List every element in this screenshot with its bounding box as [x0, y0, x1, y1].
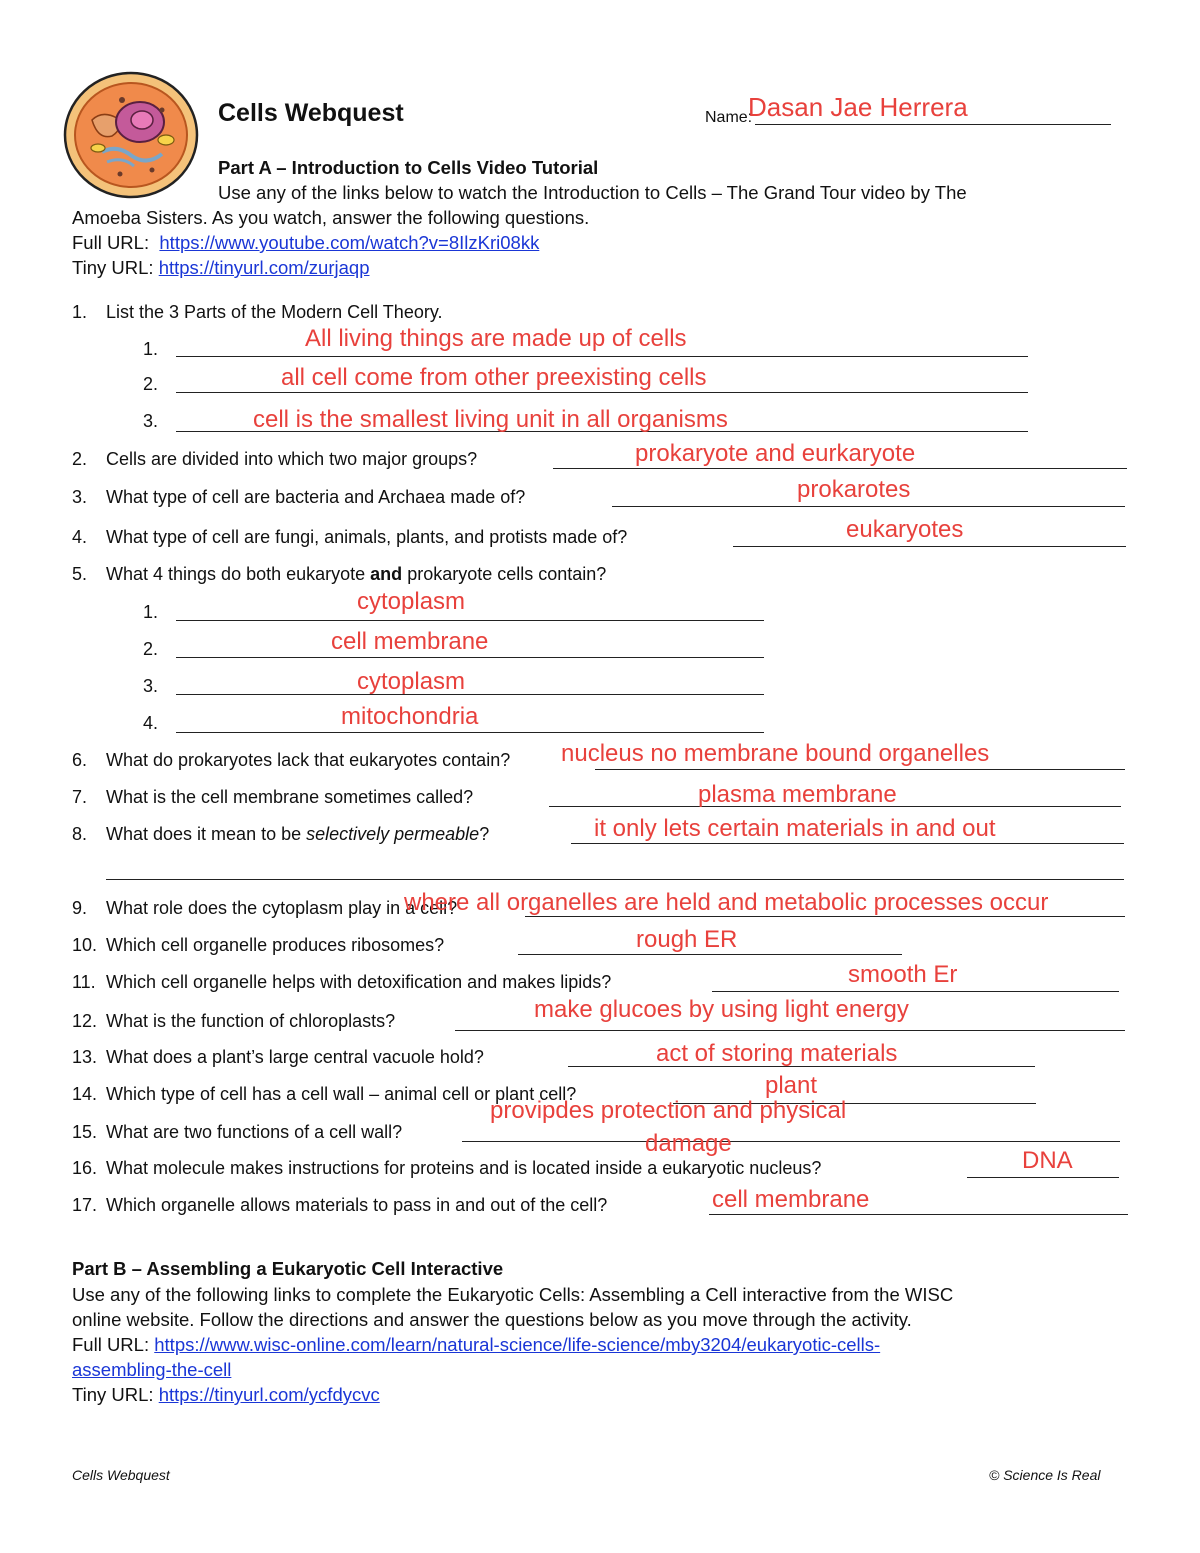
answer-5-4: mitochondria — [341, 703, 479, 730]
answer-line — [176, 732, 764, 733]
answer-line — [176, 392, 1028, 393]
q13-number: 13. — [72, 1047, 98, 1067]
question-4: What type of cell are fungi, animals, plants, and protists made of? — [106, 527, 628, 547]
answer-line — [709, 1214, 1128, 1215]
question-1: List the 3 Parts of the Modern Cell Theory. — [106, 302, 443, 322]
question-5-bold: and — [370, 564, 403, 584]
answer-12: make glucoes by using light energy — [534, 996, 909, 1023]
q1-sub-number: 3. — [143, 411, 159, 431]
q5-sub-number: 1. — [143, 602, 159, 622]
question-5 — [106, 564, 606, 585]
footer-left: Cells Webquest — [72, 1467, 170, 1483]
answer-5-2: cell membrane — [331, 628, 489, 655]
answer-16: DNA — [1022, 1147, 1073, 1174]
cell-logo-image — [62, 70, 200, 200]
q10-number: 10. — [72, 935, 98, 955]
question-6: What do prokaryotes lack that eukaryotes contain? — [106, 750, 511, 770]
answer-line — [518, 954, 902, 955]
answer-1-3: cell is the smallest living unit in all organisms — [253, 406, 728, 433]
tinyurl-link-b[interactable]: https://tinyurl.com/ycfdycvc — [158, 1384, 380, 1405]
q11-number: 11. — [72, 972, 96, 992]
answer-line — [712, 991, 1119, 992]
q6-number: 6. — [72, 750, 88, 770]
tiny-url-label: Tiny URL: — [72, 1384, 154, 1405]
answer-2: prokaryote and eurkaryote — [635, 440, 916, 467]
part-a-intro-line1: Use any of the links below to watch the Introduction to Cells – The Grand Tour video by The — [218, 182, 967, 203]
answer-5-1: cytoplasm — [357, 588, 466, 615]
q7-number: 7. — [72, 787, 88, 807]
answer-8: it only lets certain materials in and out — [594, 815, 996, 842]
answer-7: plasma membrane — [698, 781, 897, 808]
q5-sub-number: 2. — [143, 639, 159, 659]
part-b-tiny-url-row — [72, 1384, 380, 1406]
answer-11: smooth Er — [848, 961, 958, 988]
answer-line — [733, 546, 1126, 547]
answer-line — [455, 1030, 1125, 1031]
question-8-pre: What does it mean to be — [106, 824, 307, 844]
answer-line — [176, 620, 764, 621]
question-11: Which cell organelle helps with detoxification and makes lipids? — [106, 972, 612, 992]
answer-line — [176, 356, 1028, 357]
answer-line — [571, 843, 1124, 844]
footer-right: © Science Is Real — [989, 1467, 1101, 1483]
part-b-intro-line1: Use any of the following links to complete the Eukaryotic Cells: Assembling a Cell interactive from the WISC — [72, 1284, 954, 1305]
answer-1-2: all cell come from other preexisting cells — [281, 364, 707, 391]
tinyurl-link-a[interactable]: https://tinyurl.com/zurjaqp — [158, 257, 370, 278]
question-2: Cells are divided into which two major groups? — [106, 449, 478, 469]
question-7: What is the cell membrane sometimes called? — [106, 787, 474, 807]
name-label: Name: — [705, 109, 753, 126]
part-b-full-url-row — [72, 1334, 880, 1356]
answer-17: cell membrane — [712, 1186, 870, 1213]
part-a-heading: Part A – Introduction to Cells Video Tutorial — [218, 157, 599, 178]
question-8 — [106, 824, 489, 845]
q8-number: 8. — [72, 824, 88, 844]
answer-15-line2: damage — [645, 1130, 732, 1157]
answer-line — [106, 879, 1124, 880]
youtube-link[interactable]: https://www.youtube.com/watch?v=8IlzKri08kk — [159, 232, 540, 253]
question-14: Which type of cell has a cell wall – animal cell or plant cell? — [106, 1084, 577, 1104]
answer-15-line1: provipdes protection and physical — [490, 1097, 847, 1124]
part-a-full-url-row — [72, 232, 539, 254]
part-a-intro-line2: Amoeba Sisters. As you watch, answer the following questions. — [72, 207, 590, 228]
answer-line — [595, 769, 1125, 770]
answer-line — [553, 468, 1127, 469]
question-16: What molecule makes instructions for proteins and is located inside a eukaryotic nucleus? — [106, 1158, 822, 1178]
q3-number: 3. — [72, 487, 88, 507]
wisc-online-link-continued[interactable]: assembling-the-cell — [72, 1359, 232, 1380]
q5-number: 5. — [72, 564, 88, 584]
answer-line — [967, 1177, 1119, 1178]
answer-line — [612, 506, 1125, 507]
q5-sub-number: 3. — [143, 676, 159, 696]
answer-10: rough ER — [636, 926, 738, 953]
answer-5-3: cytoplasm — [357, 668, 466, 695]
answer-13: act of storing materials — [656, 1040, 898, 1067]
answer-14: plant — [765, 1072, 818, 1099]
answer-3: prokarotes — [797, 476, 911, 503]
student-name: Dasan Jae Herrera — [748, 92, 968, 122]
question-10: Which cell organelle produces ribosomes? — [106, 935, 445, 955]
answer-4: eukaryotes — [846, 516, 964, 543]
answer-1-1: All living things are made up of cells — [305, 325, 687, 352]
question-13: What does a plant’s large central vacuole hold? — [106, 1047, 484, 1067]
question-9: What role does the cytoplasm play in a cell? — [106, 898, 458, 918]
q16-number: 16. — [72, 1158, 98, 1178]
name-line — [755, 124, 1111, 125]
question-17: Which organelle allows materials to pass in and out of the cell? — [106, 1195, 608, 1215]
answer-6: nucleus no membrane bound organelles — [561, 740, 990, 767]
question-5-post: prokaryote cells contain? — [402, 564, 607, 584]
question-3: What type of cell are bacteria and Archaea made of? — [106, 487, 526, 507]
full-url-label: Full URL: — [72, 1334, 150, 1355]
tiny-url-label: Tiny URL: — [72, 257, 154, 278]
part-b-full-url-line2 — [72, 1359, 231, 1381]
wisc-online-link[interactable]: https://www.wisc-online.com/learn/natural-science/life-science/mby3204/eukaryotic-cells- — [154, 1334, 881, 1355]
part-a-tiny-url-row — [72, 257, 369, 279]
q17-number: 17. — [72, 1195, 98, 1215]
question-5-pre: What 4 things do both eukaryote — [106, 564, 371, 584]
question-8-post: ? — [479, 824, 490, 844]
q14-number: 14. — [72, 1084, 98, 1104]
q5-sub-number: 4. — [143, 713, 159, 733]
part-b-heading: Part B – Assembling a Eukaryotic Cell Interactive — [72, 1258, 504, 1279]
q1-sub-number: 2. — [143, 374, 159, 394]
full-url-label: Full URL: — [72, 232, 150, 253]
q9-number: 9. — [72, 898, 88, 918]
q12-number: 12. — [72, 1011, 98, 1031]
q15-number: 15. — [72, 1122, 98, 1142]
question-12: What is the function of chloroplasts? — [106, 1011, 396, 1031]
answer-line — [462, 1141, 1120, 1142]
q1-sub-number: 1. — [143, 339, 159, 359]
answer-line — [176, 694, 764, 695]
question-8-italic: selectively permeable — [306, 824, 480, 844]
q4-number: 4. — [72, 527, 88, 547]
answer-line — [176, 657, 764, 658]
q1-number: 1. — [72, 302, 88, 322]
worksheet-title: Cells Webquest — [218, 99, 404, 127]
q2-number: 2. — [72, 449, 88, 469]
part-b-intro-line2: online website. Follow the directions and answer the questions below as you move through the activity. — [72, 1309, 912, 1330]
question-15: What are two functions of a cell wall? — [106, 1122, 403, 1142]
answer-9: where all organelles are held and metabolic processes occur — [404, 889, 1049, 916]
